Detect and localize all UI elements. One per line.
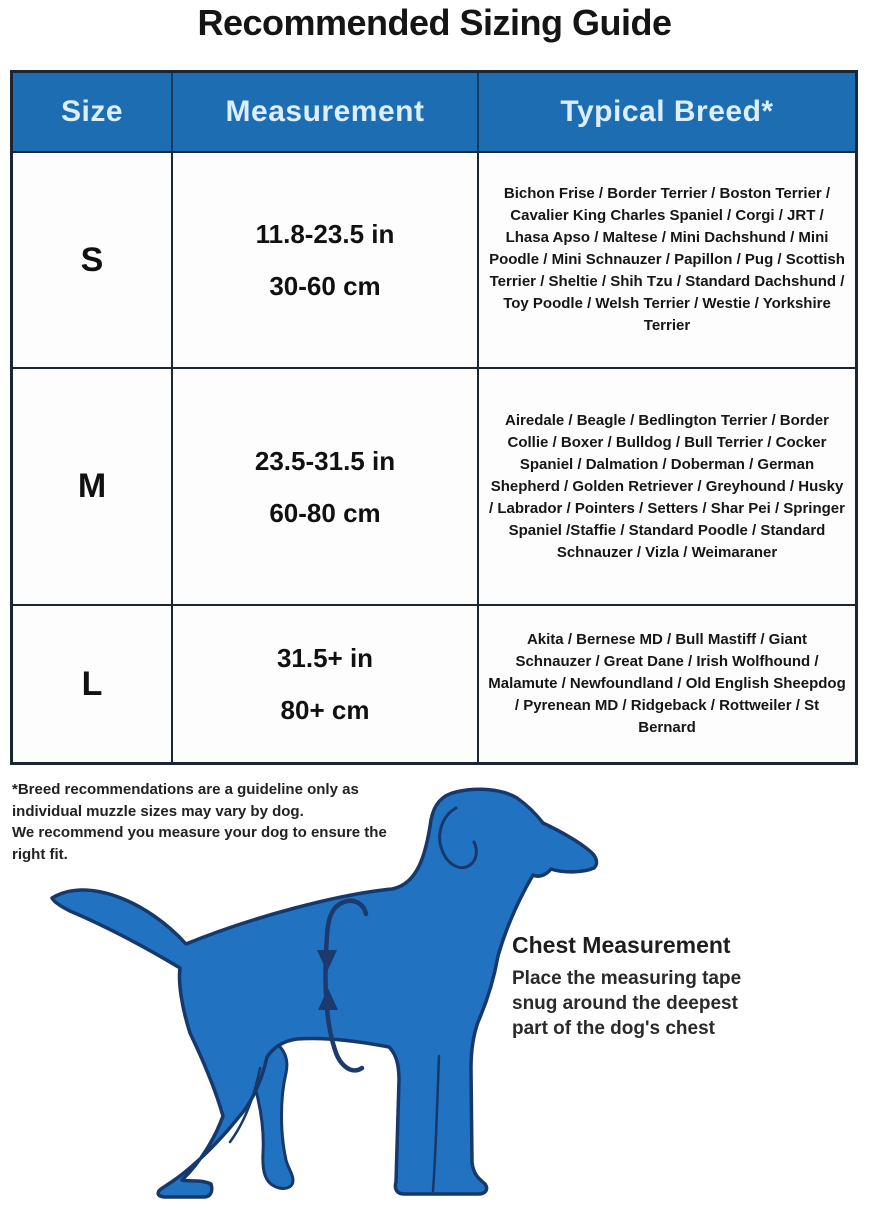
size-cell-s: S bbox=[13, 153, 173, 369]
breed-list-l: Akita / Bernese MD / Bull Mastiff / Giant Schnauzer / Great Dane / Irish Wolfhound / Malamute / Newfoundland / Old English Sheepdog / Pyrenean MD / Ridgeback / Rottweiler / St Bernard bbox=[488, 631, 846, 736]
breed-cell-s bbox=[479, 153, 855, 369]
measurement-cm-l: 80+ cm bbox=[280, 695, 370, 725]
breed-list-m: Airedale / Beagle / Bedlington Terrier / Border Collie / Boxer / Bulldog / Bull Terrier / Cocker Spaniel / Dalmation / Doberman / German Shepherd / Golden Retriever / Greyhound / Husky / Labrador / Pointers / Setters / Shar Pei / Springer Spaniel /Staffie / Standard Poodle / Standard Schnauzer / Vizla / Weimaraner bbox=[489, 411, 845, 561]
measurement-inches-l: 31.5+ in bbox=[276, 643, 374, 673]
measurement-cell-l bbox=[173, 606, 479, 762]
page-title: Recommended Sizing Guide bbox=[197, 2, 672, 43]
col-header-size: Size bbox=[13, 73, 173, 153]
col-header-measurement: Measurement bbox=[173, 73, 479, 153]
chest-measurement-heading: Chest Measurement bbox=[512, 932, 731, 958]
measurement-cm-s: 30-60 cm bbox=[269, 271, 381, 301]
measurement-inches-s: 11.8-23.5 in bbox=[255, 219, 395, 249]
size-cell-m: M bbox=[13, 369, 173, 606]
chest-measurement-body: Place the measuring tape snug around the deepest part of the dog's chest bbox=[512, 968, 742, 1039]
breed-cell-m bbox=[479, 369, 855, 606]
measurement-cell-m bbox=[173, 369, 479, 606]
measurement-cell-s bbox=[173, 153, 479, 369]
breed-cell-l bbox=[479, 606, 855, 762]
chest-measurement-note bbox=[512, 932, 812, 1041]
footnote-line-2: We recommend you measure your dog to ensure the right fit. bbox=[12, 824, 387, 863]
footnote-line-1: *Breed recommendations are a guideline only as individual muzzle sizes may vary by dog. bbox=[12, 781, 359, 820]
sizing-table bbox=[10, 70, 858, 765]
measurement-inches-m: 23.5-31.5 in bbox=[254, 445, 396, 476]
col-header-typical-breed: Typical Breed* bbox=[479, 73, 855, 153]
breed-list-s: Bichon Frise / Border Terrier / Boston Terrier / Cavalier King Charles Spaniel / Corgi / JRT / Lhasa Apso / Maltese / Mini Dachshund / Mini Poodle / Mini Schnauzer / Papillon / Pug / Scottish Terrier / Sheltie / Shih Tzu / Standard Dachshund / Toy Poodle / Welsh Terrier / Westie / Yorkshire Terrier bbox=[489, 185, 845, 334]
measurement-cm-m: 60-80 cm bbox=[269, 497, 381, 528]
size-cell-l: L bbox=[13, 606, 173, 762]
